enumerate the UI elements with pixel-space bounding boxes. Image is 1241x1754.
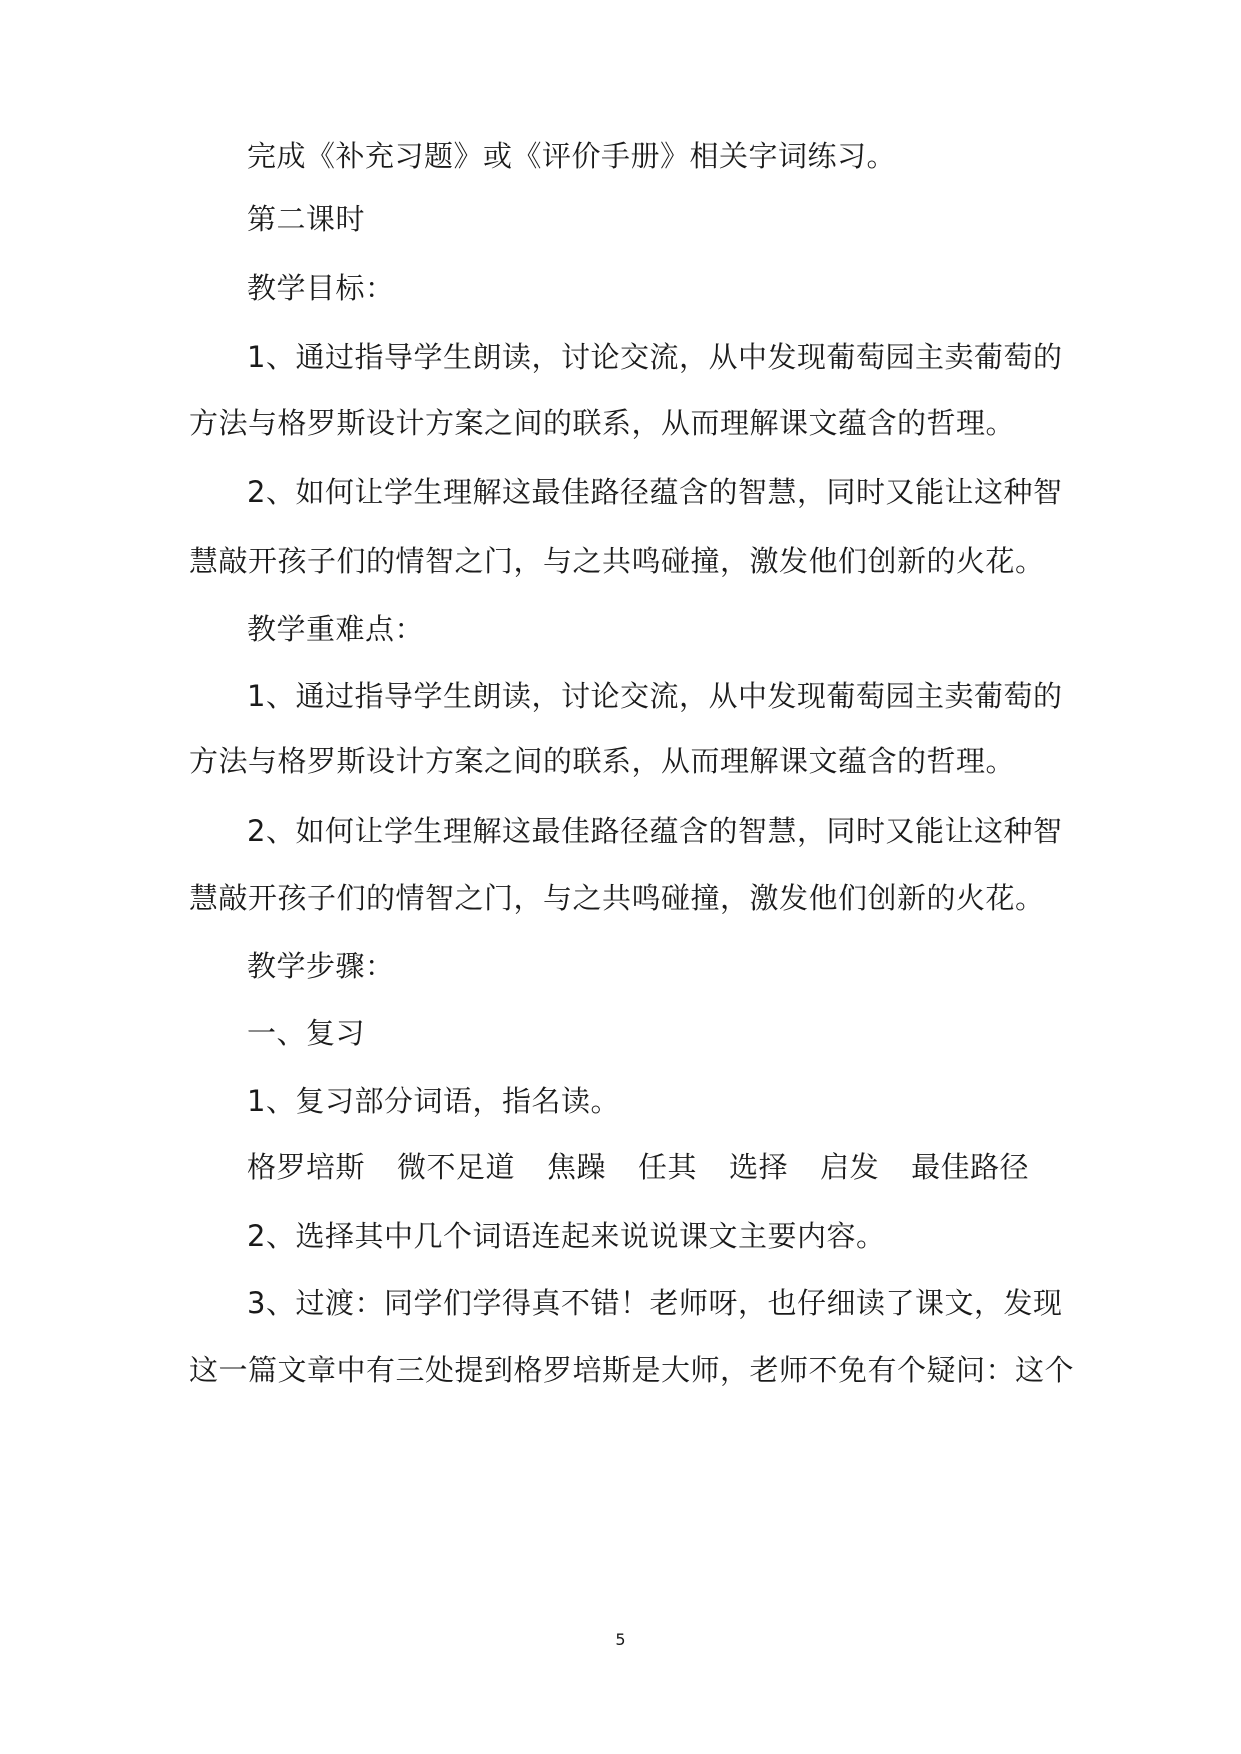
vocab-word: 焦躁 (547, 1150, 607, 1184)
keypoint-1-line-1: 1、通过指导学生朗读，讨论交流，从中发现葡萄园主卖葡萄的 (247, 679, 1063, 713)
goal-1-line-2: 方法与格罗斯设计方案之间的联系，从而理解课文蕴含的哲理。 (189, 406, 1016, 440)
heading-teaching-steps: 教学步骤： (247, 949, 395, 983)
keypoint-2-line-1: 2、如何让学生理解这最佳路径蕴含的智慧，同时又能让这种智 (247, 814, 1063, 848)
goal-2-line-2: 慧敲开孩子们的情智之门，与之共鸣碰撞，激发他们创新的火花。 (189, 544, 1045, 578)
review-step-3-line-1: 3、过渡：同学们学得真不错！老师呀，也仔细读了课文，发现 (247, 1286, 1063, 1320)
page-number: 5 (615, 1630, 626, 1649)
paragraph-homework: 完成《补充习题》或《评价手册》相关字词练习。 (247, 139, 897, 173)
vocab-list (247, 1147, 1127, 1187)
vocab-word: 格罗培斯 (247, 1150, 366, 1184)
goal-2-line-1: 2、如何让学生理解这最佳路径蕴含的智慧，同时又能让这种智 (247, 475, 1063, 509)
vocab-word: 最佳路径 (911, 1150, 1030, 1184)
vocab-word: 选择 (729, 1150, 789, 1184)
vocab-word: 启发 (820, 1150, 880, 1184)
heading-teaching-goals: 教学目标： (247, 271, 395, 305)
heading-second-lesson: 第二课时 (247, 202, 366, 236)
heading-key-points: 教学重难点： (247, 612, 425, 646)
keypoint-1-line-2: 方法与格罗斯设计方案之间的联系，从而理解课文蕴含的哲理。 (189, 744, 1016, 778)
vocab-word: 任其 (638, 1150, 698, 1184)
vocab-word: 微不足道 (397, 1150, 516, 1184)
keypoint-2-line-2: 慧敲开孩子们的情智之门，与之共鸣碰撞，激发他们创新的火花。 (189, 881, 1045, 915)
heading-review: 一、复习 (247, 1016, 366, 1050)
review-step-1: 1、复习部分词语，指名读。 (247, 1084, 620, 1118)
review-step-2: 2、选择其中几个词语连起来说说课文主要内容。 (247, 1219, 886, 1253)
goal-1-line-1: 1、通过指导学生朗读，讨论交流，从中发现葡萄园主卖葡萄的 (247, 340, 1063, 374)
review-step-3-line-2: 这一篇文章中有三处提到格罗培斯是大师，老师不免有个疑问：这个 (189, 1353, 1075, 1387)
